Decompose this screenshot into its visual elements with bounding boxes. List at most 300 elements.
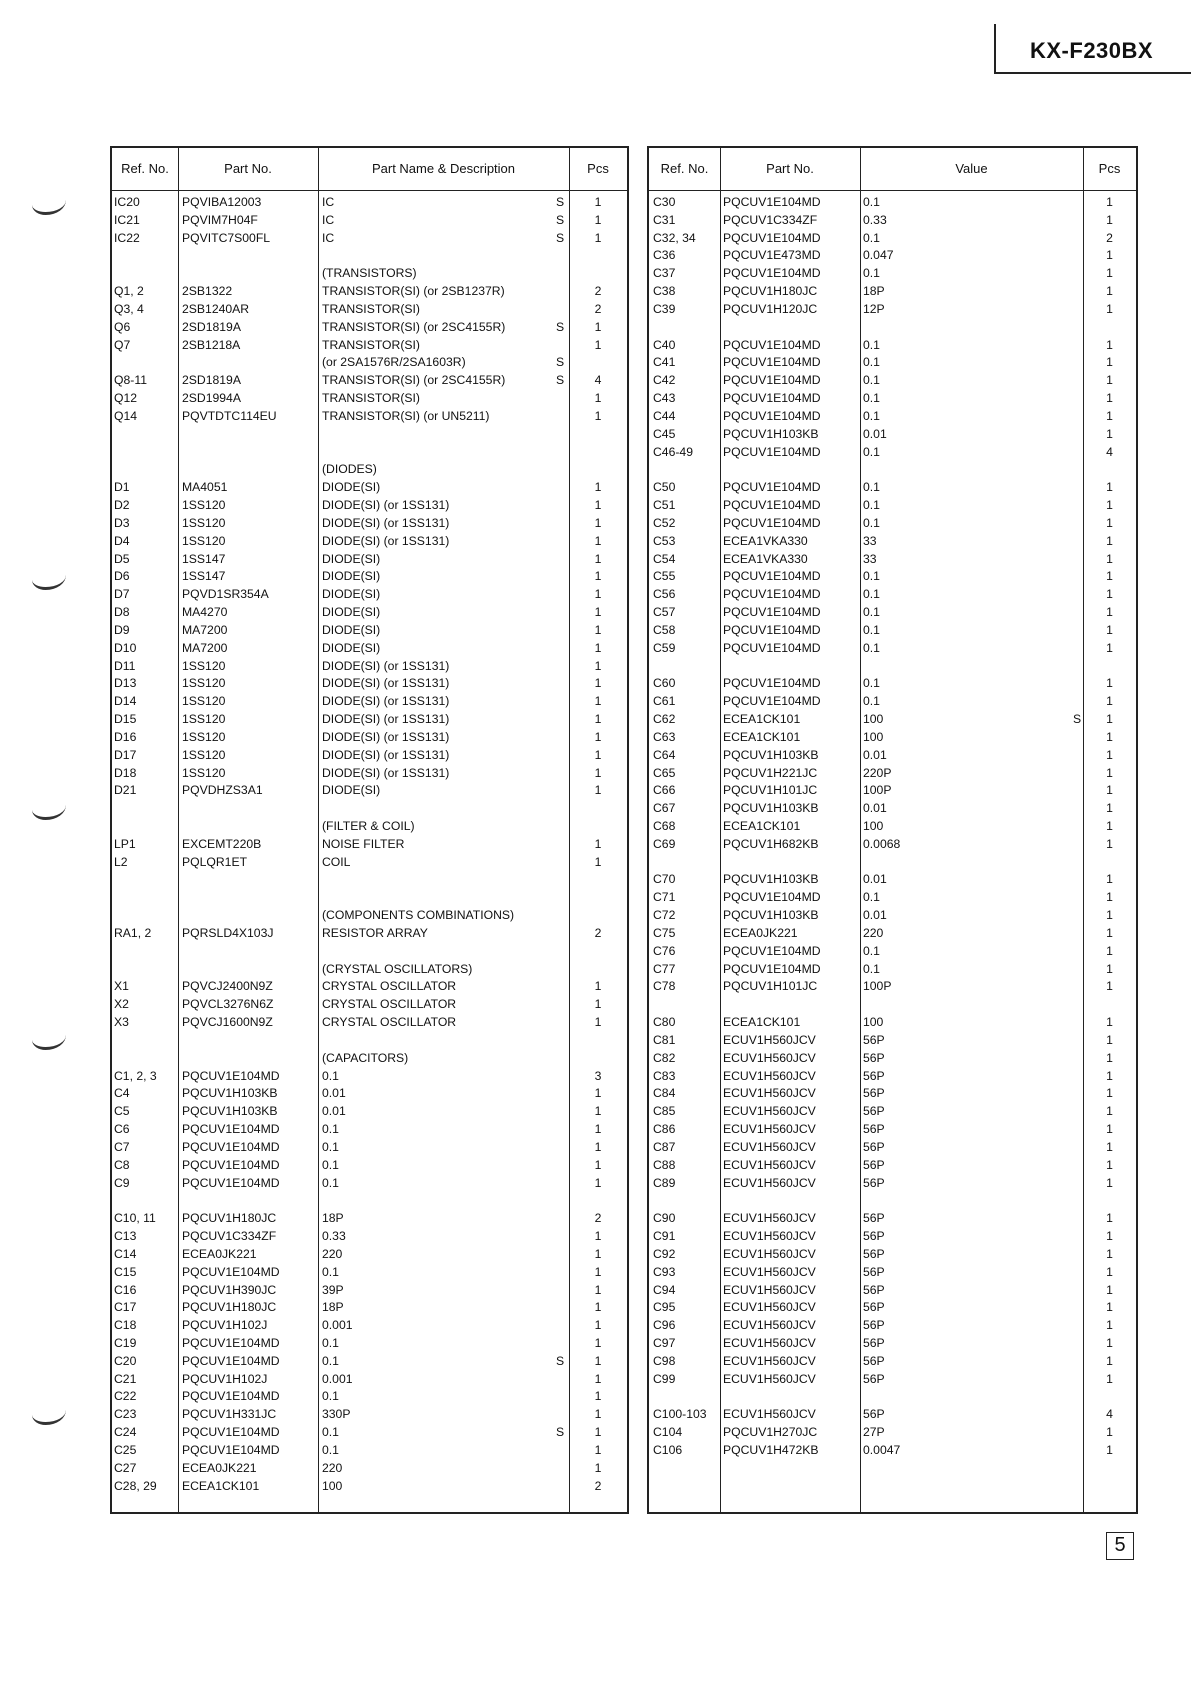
ref-no-cell: C60	[653, 676, 676, 691]
table-row	[112, 854, 627, 872]
description-cell: DIODE(SI) (or 1SS131)	[322, 676, 450, 691]
table-row	[112, 479, 627, 497]
description-cell: 0.33	[322, 1229, 346, 1244]
ref-no-cell: C66	[653, 783, 676, 798]
table-row	[112, 907, 627, 925]
pcs-cell: 1	[594, 1300, 602, 1315]
description-cell: 220	[322, 1460, 343, 1475]
ref-no-cell: C63	[653, 729, 676, 744]
pcs-cell: 1	[1106, 195, 1113, 209]
part-no-cell: ECUV1H560JCV	[723, 1264, 816, 1279]
description-cell: TRANSISTOR(SI) (or 2SB1237R)	[322, 284, 505, 299]
value-cell: 0.01	[863, 908, 887, 923]
value-cell: 0.1	[863, 943, 880, 958]
ref-no-cell: C21	[114, 1371, 137, 1386]
table-row	[112, 1478, 627, 1496]
pcs-cell: 1	[1106, 1032, 1113, 1047]
part-no-cell: 1SS147	[182, 569, 226, 584]
table-row	[649, 497, 1136, 515]
part-no-cell: PQCUV1H270JC	[723, 1425, 818, 1440]
table-row	[112, 1371, 627, 1389]
part-no-header: Part No.	[224, 161, 272, 176]
part-no-cell: 2SD1994A	[182, 391, 241, 406]
table-row	[649, 1424, 1136, 1442]
ref-no-cell: C59	[653, 640, 676, 655]
pcs-cell: 1	[594, 1425, 602, 1440]
value-cell: 100	[863, 729, 884, 744]
table-row	[649, 711, 1136, 729]
table-row	[649, 747, 1136, 765]
ref-no-cell: X2	[114, 997, 129, 1012]
pcs-cell: 1	[594, 729, 602, 744]
ref-no-cell: C50	[653, 480, 676, 495]
description-cell: (DIODES)	[322, 462, 377, 477]
table-row	[112, 1460, 627, 1478]
value-cell: 56P	[863, 1104, 885, 1119]
ref-no-cell: C32, 34	[653, 230, 696, 245]
table-row	[112, 515, 627, 533]
table-row	[649, 247, 1136, 265]
pcs-cell: 1	[1106, 1282, 1113, 1297]
ref-no-cell: X3	[114, 1015, 129, 1030]
pcs-cell: 1	[594, 1389, 602, 1404]
description-cell: TRANSISTOR(SI) (or 2SC4155R)	[322, 319, 506, 334]
pcs-cell: 1	[1106, 783, 1113, 798]
pcs-cell: 1	[594, 1157, 602, 1172]
part-no-cell: ECUV1H560JCV	[723, 1104, 816, 1119]
ref-no-cell: C91	[653, 1229, 676, 1244]
ref-no-cell: C83	[653, 1068, 676, 1083]
ref-no-cell: C51	[653, 498, 676, 513]
description-cell: NOISE FILTER	[322, 836, 405, 851]
table-row	[112, 1192, 627, 1210]
table-row	[112, 372, 627, 390]
table-row	[112, 551, 627, 569]
table-row	[649, 729, 1136, 747]
ref-no-cell: C68	[653, 818, 676, 833]
ref-no-cell: Q14	[114, 408, 138, 423]
part-no-cell: PQCUV1E104MD	[723, 373, 821, 388]
pcs-cell: 1	[1106, 1371, 1113, 1386]
value-cell: 56P	[863, 1211, 885, 1226]
part-no-cell: PQVD1SR354A	[182, 587, 269, 602]
ref-no-cell: D5	[114, 551, 130, 566]
table-row	[649, 889, 1136, 907]
ref-no-cell: C22	[114, 1389, 137, 1404]
table-row	[649, 782, 1136, 800]
pcs-cell: 1	[594, 694, 602, 709]
table-row	[649, 871, 1136, 889]
pcs-cell: 1	[594, 1318, 602, 1333]
table-row	[112, 978, 627, 996]
punch-mark	[32, 190, 66, 215]
part-no-cell: ECEA1CK101	[723, 1015, 801, 1030]
table-row	[112, 319, 627, 337]
description-cell: DIODE(SI) (or 1SS131)	[322, 765, 450, 780]
table-row	[649, 1371, 1136, 1389]
pcs-cell: 1	[1106, 694, 1113, 709]
part-no-cell: 1SS120	[182, 498, 226, 513]
table-row	[112, 1353, 627, 1371]
pcs-cell: 1	[1106, 498, 1113, 513]
part-no-cell: 1SS120	[182, 712, 226, 727]
pcs-cell: 1	[594, 605, 602, 620]
part-no-cell: PQCUV1E104MD	[723, 640, 821, 655]
part-no-cell: PQCUV1H103KB	[723, 872, 819, 887]
table-row	[112, 889, 627, 907]
pcs-cell: 1	[1106, 622, 1113, 637]
value-cell: 0.01	[863, 747, 887, 762]
ref-no-cell: C53	[653, 533, 676, 548]
value-cell: 0.1	[863, 961, 880, 976]
pcs-cell: 1	[1106, 480, 1113, 495]
part-no-cell: PQCUV1E104MD	[723, 195, 821, 209]
description-cell: DIODE(SI) (or 1SS131)	[322, 694, 450, 709]
value-cell: 56P	[863, 1264, 885, 1279]
description-cell: 0.1	[322, 1336, 339, 1350]
pcs-cell: 1	[594, 569, 602, 584]
table-row	[649, 658, 1136, 676]
part-no-cell: PQCUV1E104MD	[723, 444, 821, 459]
table-row	[112, 1406, 627, 1424]
part-no-cell: ECUV1H560JCV	[723, 1300, 816, 1315]
table-row	[112, 301, 627, 319]
pcs-cell: 1	[594, 1104, 602, 1119]
table-row	[112, 1264, 627, 1282]
table-row	[112, 408, 627, 426]
ref-no-cell: C6	[114, 1122, 130, 1137]
part-no-cell: PQCUV1C334ZF	[182, 1229, 277, 1244]
table-row	[112, 765, 627, 783]
part-no-cell: ECUV1H560JCV	[723, 1032, 816, 1047]
ref-no-cell: C17	[114, 1300, 137, 1315]
table-row	[112, 426, 627, 444]
table-row	[112, 212, 627, 230]
value-cell: 0.01	[863, 801, 887, 816]
pcs-cell: 2	[594, 284, 602, 299]
pcs-cell: 1	[1106, 1229, 1113, 1244]
ref-no-cell: C72	[653, 908, 676, 923]
part-no-cell: PQCUV1E104MD	[182, 1442, 280, 1457]
description-cell: CRYSTAL OSCILLATOR	[322, 1015, 457, 1030]
description-cell: (or 2SA1576R/2SA1603R)	[322, 355, 466, 370]
table-row	[649, 1175, 1136, 1193]
part-no-cell: PQCUV1H103KB	[182, 1086, 278, 1101]
pcs-cell: 1	[1106, 1086, 1113, 1101]
value-cell: 56P	[863, 1318, 885, 1333]
table-row	[112, 283, 627, 301]
table-row	[649, 533, 1136, 551]
description-cell: DIODE(SI)	[322, 622, 381, 637]
pcs-cell: 1	[1106, 943, 1113, 958]
description-cell: 18P	[322, 1211, 344, 1226]
table-row	[112, 604, 627, 622]
table-row	[649, 836, 1136, 854]
ref-no-cell: C4	[114, 1086, 130, 1101]
table-row	[649, 675, 1136, 693]
table-row	[112, 1068, 627, 1086]
value-cell: 0.1	[863, 676, 880, 691]
ref-no-cell: D17	[114, 747, 137, 762]
ref-no-cell: C9	[114, 1175, 130, 1190]
pcs-cell: 1	[1106, 212, 1113, 227]
value-cell: 12P	[863, 301, 885, 316]
description-cell: 100	[322, 1478, 343, 1493]
table-row	[649, 1317, 1136, 1335]
description-cell: 0.1	[322, 1139, 339, 1154]
ref-no-cell: C81	[653, 1032, 676, 1047]
ref-no-cell: L2	[114, 854, 128, 869]
ref-no-cell: C94	[653, 1282, 676, 1297]
table-row	[649, 1032, 1136, 1050]
description-cell: DIODE(SI) (or 1SS131)	[322, 712, 450, 727]
description-cell: TRANSISTOR(SI)	[322, 391, 420, 406]
pcs-cell: 1	[1106, 1211, 1113, 1226]
pcs-cell: 1	[1106, 1264, 1113, 1279]
ref-no-cell: D13	[114, 676, 137, 691]
ref-no-cell: D7	[114, 587, 130, 602]
part-no-cell: PQCUV1E104MD	[723, 337, 821, 352]
ref-no-cell: C67	[653, 801, 676, 816]
pcs-cell: 1	[1106, 1104, 1113, 1119]
table-row	[649, 1014, 1136, 1032]
pcs-cell: 1	[594, 1229, 602, 1244]
ref-no-cell: C98	[653, 1353, 676, 1368]
pcs-cell: 1	[594, 1264, 602, 1279]
pcs-cell: 1	[594, 1015, 602, 1030]
table-row	[649, 1068, 1136, 1086]
description-cell: IC	[322, 195, 335, 209]
pcs-cell: 1	[1106, 284, 1113, 299]
table-row	[112, 586, 627, 604]
pcs-cell: 1	[594, 551, 602, 566]
pcs-cell: 1	[1106, 890, 1113, 905]
value-cell: 56P	[863, 1139, 885, 1154]
value-cell: 100P	[863, 783, 892, 798]
part-no-cell: PQCUV1H103KB	[723, 801, 819, 816]
table-row	[112, 497, 627, 515]
pcs-cell: 1	[1106, 979, 1113, 994]
description-cell: 220	[322, 1246, 343, 1261]
table-row	[649, 586, 1136, 604]
pcs-cell: 1	[594, 230, 602, 245]
ref-no-cell: C10, 11	[114, 1211, 156, 1226]
pcs-cell: 2	[594, 1211, 602, 1226]
value-cell: 56P	[863, 1353, 885, 1368]
value-cell: 33	[863, 533, 877, 548]
table-row	[112, 1299, 627, 1317]
value-cell: 0.1	[863, 266, 880, 281]
part-no-cell: PQCUV1E104MD	[182, 1264, 280, 1279]
pcs-cell: 1	[1106, 1336, 1113, 1350]
table-row	[112, 943, 627, 961]
value-cell: 0.1	[863, 373, 880, 388]
description-cell: (CAPACITORS)	[322, 1050, 409, 1065]
table-row	[649, 1442, 1136, 1460]
part-no-cell: PQCUV1E104MD	[182, 1139, 280, 1154]
part-no-cell: ECEA1CK101	[182, 1478, 260, 1493]
table-row	[649, 996, 1136, 1014]
pcs-cell: 1	[1106, 961, 1113, 976]
part-no-cell: ECUV1H560JCV	[723, 1282, 816, 1297]
pcs-cell: 1	[1106, 515, 1113, 530]
pcs-cell: 1	[594, 1353, 602, 1368]
value-cell: 0.01	[863, 872, 887, 887]
ref-no-cell: C8	[114, 1157, 130, 1172]
value-cell: 0.0068	[863, 836, 901, 851]
part-no-cell: PQCUV1E104MD	[723, 587, 821, 602]
part-no-cell: PQVCJ1600N9Z	[182, 1015, 273, 1030]
table-row	[649, 1157, 1136, 1175]
description-cell: TRANSISTOR(SI) (or UN5211)	[322, 408, 490, 423]
part-no-cell: ECUV1H560JCV	[723, 1336, 816, 1350]
table-row	[649, 1406, 1136, 1424]
pcs-cell: 1	[1106, 1015, 1113, 1030]
table-row	[112, 622, 627, 640]
part-no-cell: ECUV1H560JCV	[723, 1371, 816, 1386]
ref-no-cell: C89	[653, 1175, 676, 1190]
description-cell: TRANSISTOR(SI) (or 2SC4155R)	[322, 373, 506, 388]
description-header: Part Name & Description	[371, 161, 516, 176]
value-cell: 100P	[863, 979, 892, 994]
description-cell: 330P	[322, 1407, 351, 1422]
part-no-cell: PQCUV1H103KB	[723, 747, 819, 762]
table-row	[112, 836, 627, 854]
table-row	[649, 337, 1136, 355]
table-row	[649, 907, 1136, 925]
safety-mark: S	[556, 1425, 565, 1440]
part-no-cell: PQCUV1E104MD	[723, 515, 821, 530]
table-row	[649, 551, 1136, 569]
value-cell: 100	[863, 1015, 884, 1030]
ref-no-cell: RA1, 2	[114, 925, 152, 940]
part-no-header: Part No.	[766, 161, 814, 176]
part-no-cell: PQCUV1E104MD	[723, 943, 821, 958]
description-cell: DIODE(SI)	[322, 551, 381, 566]
value-cell: 56P	[863, 1175, 885, 1190]
pcs-cell: 1	[594, 747, 602, 762]
ref-no-cell: C14	[114, 1246, 137, 1261]
pcs-cell: 1	[1106, 1122, 1113, 1137]
table-row	[649, 444, 1136, 462]
value-cell: 56P	[863, 1229, 885, 1244]
description-cell: 0.1	[322, 1442, 339, 1457]
table-row	[649, 604, 1136, 622]
ref-no-cell: C106	[653, 1442, 683, 1457]
description-cell: 0.1	[322, 1068, 339, 1083]
description-cell: (TRANSISTORS)	[322, 266, 417, 281]
value-cell: 0.1	[863, 391, 880, 406]
safety-mark: S	[556, 355, 565, 370]
description-cell: IC	[322, 212, 335, 227]
part-no-cell: PQCUV1E104MD	[182, 1389, 280, 1404]
pcs-cell: 1	[1106, 1353, 1113, 1368]
part-no-cell: ECUV1H560JCV	[723, 1068, 816, 1083]
table-row	[649, 194, 1136, 212]
pcs-cell: 1	[1106, 373, 1113, 388]
ref-no-cell: IC20	[114, 195, 140, 209]
pcs-cell: 1	[594, 854, 602, 869]
pcs-cell: 1	[1106, 533, 1113, 548]
part-no-cell: 2SB1218A	[182, 337, 241, 352]
table-row	[649, 1085, 1136, 1103]
ref-no-cell: C62	[653, 712, 676, 727]
part-no-cell: ECEA0JK221	[182, 1460, 257, 1475]
part-no-cell: ECUV1H560JCV	[723, 1050, 816, 1065]
table-row	[112, 782, 627, 800]
pcs-cell: 1	[594, 640, 602, 655]
table-row	[112, 871, 627, 889]
description-cell: DIODE(SI) (or 1SS131)	[322, 498, 450, 513]
ref-no-cell: C57	[653, 605, 676, 620]
table-row	[112, 1388, 627, 1406]
description-cell: (CRYSTAL OSCILLATORS)	[322, 961, 473, 976]
ref-no-cell: C86	[653, 1122, 676, 1137]
pcs-cell: 1	[594, 979, 602, 994]
safety-mark: S	[556, 319, 565, 334]
ref-no-cell: C85	[653, 1104, 676, 1119]
pcs-cell: 1	[1106, 587, 1113, 602]
ref-no-cell: C88	[653, 1157, 676, 1172]
ref-no-cell: C7	[114, 1139, 130, 1154]
ref-no-cell: C43	[653, 391, 676, 406]
ref-no-cell: C69	[653, 836, 676, 851]
pcs-cell: 1	[594, 1175, 602, 1190]
table-row	[649, 1299, 1136, 1317]
ref-no-cell: D11	[114, 658, 136, 673]
part-no-cell: 1SS120	[182, 729, 226, 744]
table-row	[112, 1228, 627, 1246]
part-no-cell: MA4270	[182, 605, 228, 620]
ref-no-cell: C87	[653, 1139, 676, 1154]
table-row	[649, 479, 1136, 497]
description-cell: DIODE(SI) (or 1SS131)	[322, 533, 450, 548]
part-no-cell: PQCUV1E104MD	[723, 605, 821, 620]
value-cell: 0.1	[863, 515, 880, 530]
table-row	[112, 337, 627, 355]
part-no-cell: ECUV1H560JCV	[723, 1407, 816, 1422]
table-row	[649, 978, 1136, 996]
ref-no-header: Ref. No.	[660, 161, 709, 176]
description-cell: DIODE(SI) (or 1SS131)	[322, 658, 450, 673]
ref-no-cell: C27	[114, 1460, 137, 1475]
part-no-cell: PQCUV1E104MD	[723, 355, 821, 370]
value-cell: 0.1	[863, 587, 880, 602]
punch-mark	[32, 565, 66, 590]
value-cell: 0.1	[863, 622, 880, 637]
ref-no-cell: C16	[114, 1282, 137, 1297]
table-row	[649, 693, 1136, 711]
value-cell: 56P	[863, 1282, 885, 1297]
pcs-cell: 1	[594, 1246, 602, 1261]
description-cell: DIODE(SI) (or 1SS131)	[322, 515, 450, 530]
pcs-cell: 1	[594, 1282, 602, 1297]
value-cell: 56P	[863, 1068, 885, 1083]
pcs-cell: 1	[1106, 712, 1113, 727]
ref-no-cell: LP1	[114, 836, 136, 851]
part-no-cell: PQCUV1H682KB	[723, 836, 819, 851]
pcs-cell: 1	[1106, 872, 1113, 887]
ref-no-cell: C45	[653, 426, 676, 441]
part-no-cell: 1SS147	[182, 551, 226, 566]
pcs-cell: 2	[594, 925, 602, 940]
table-row	[649, 1050, 1136, 1068]
ref-no-cell: C55	[653, 569, 676, 584]
table-row	[112, 1050, 627, 1068]
ref-no-cell: C42	[653, 373, 676, 388]
table-row	[112, 354, 627, 372]
table-row	[649, 301, 1136, 319]
